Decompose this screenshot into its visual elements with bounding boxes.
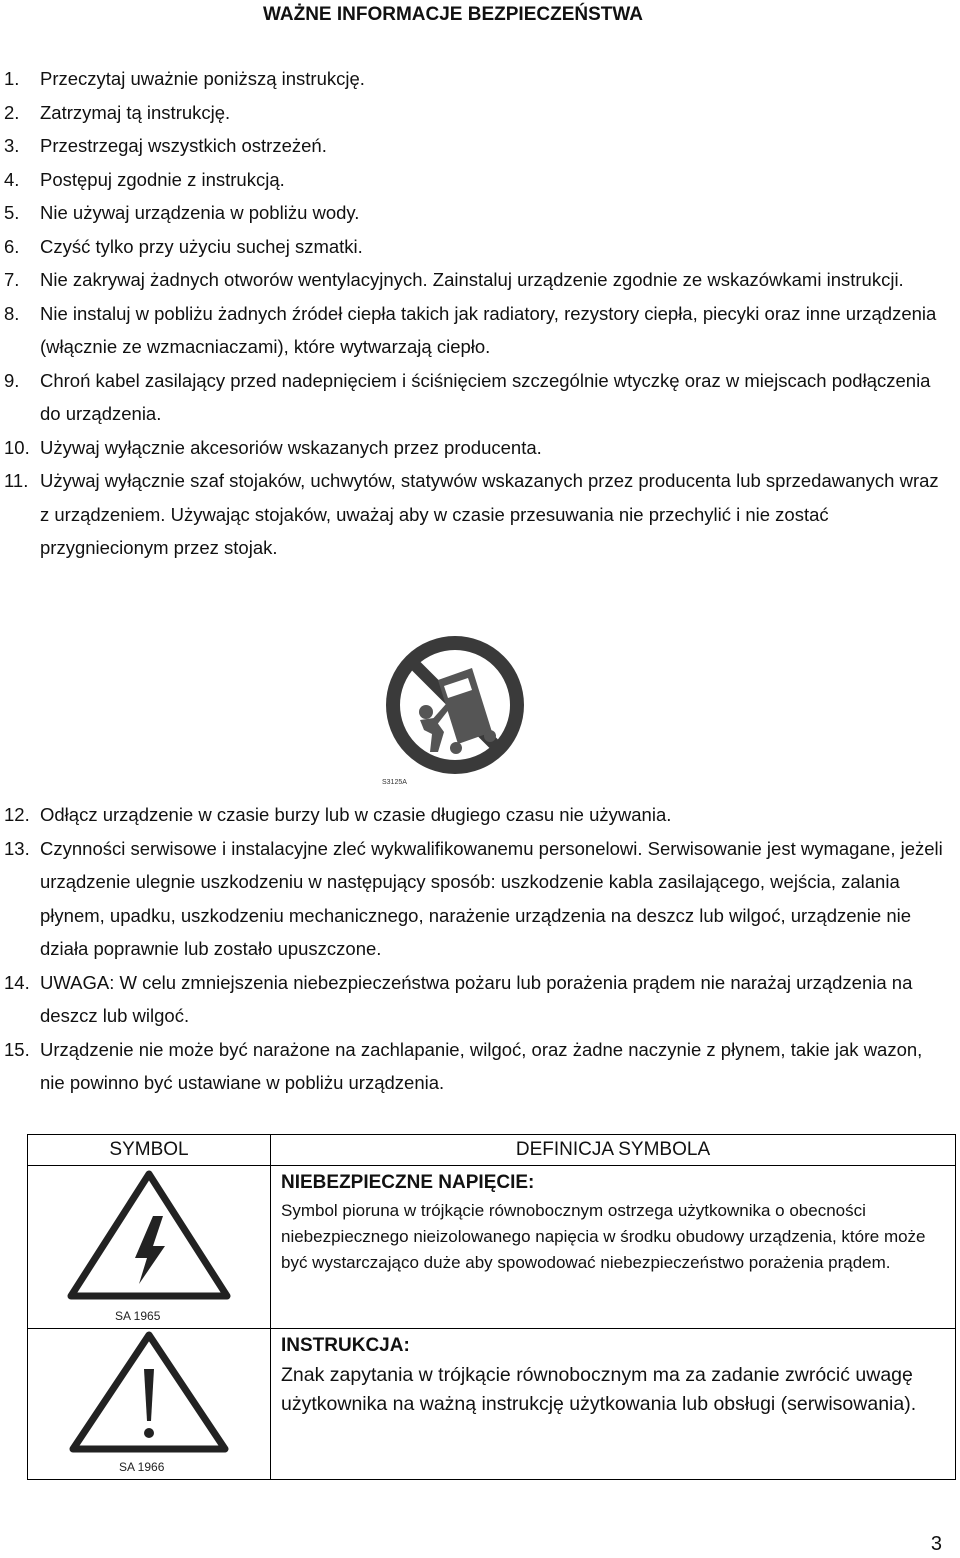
page-number: 3 [930,1533,942,1555]
item-text: Nie zakrywaj żadnych otworów wentylacyjnych. Zainstaluj urządzenie zgodnie ze wskazówkami instrukcji. [40,269,904,290]
definition-text: Znak zapytania w trójkącie równobocznym ma za zadanie zwrócić uwagę użytkownika na ważną instrukcję użytkowania lub obsługi (serwisowania). [281,1364,917,1415]
figure-code: S3125A [382,779,407,786]
table-row [28,1166,956,1329]
table-row [28,1329,956,1480]
symbol-cell [28,1329,271,1480]
page-title: WAŻNE INFORMACJE BEZPIECZEŃSTWA [262,4,643,25]
safety-list-b [0,798,950,1100]
item-text: Odłącz urządzenie w czasie burzy lub w czasie długiego czasu nie używania. [40,804,672,825]
item-text: Czyść tylko przy użyciu suchej szmatki. [40,235,363,257]
item-text: Używaj wyłącznie szaf stojaków, uchwytów, statywów wskazanych przez producenta lub sprzedawanych wraz z urządzeniem. Używając stojaków, uważaj aby w czasie przesuwania nie przechylić i nie zostać przygniecionym przez stojak. [40,470,939,558]
item-text: Nie instaluj w pobliżu żadnych źródeł ciepła takich jak radiatory, rezystory ciepła, piecyki oraz inne urządzenia (włącznie ze wzmacniaczami), które wytwarzają ciepło. [40,302,937,357]
item-number: 15. [4,1038,30,1060]
item-number: 3. [4,135,20,156]
item-number: 8. [4,302,20,324]
list-item [0,364,950,431]
list-item [0,297,950,364]
definition-heading: INSTRUKCJA: [281,1335,410,1356]
list-item [0,431,950,465]
item-number: 12. [4,804,30,825]
list-item [0,129,950,163]
item-number: 11. [4,470,29,491]
cart-tip-over-warning-icon [360,630,550,790]
lightning-triangle-icon [49,1166,249,1326]
symbol-cell [28,1166,271,1329]
list-item [0,832,950,966]
item-text: Zatrzymaj tą instrukcję. [40,101,231,123]
list-item [0,163,950,197]
symbol-table [27,1134,956,1480]
item-number: 6. [4,235,20,257]
item-text: Postępuj zgodnie z instrukcją. [40,168,285,190]
symbol-code: SA 1965 [115,1309,161,1323]
item-text: Czynności serwisowe i instalacyjne zleć wykwalifikowanemu personelowi. Serwisowanie jest wymagane, jeżeli urządzenie ulegnie uszkodzeniu w następujący sposób: uszkodzenie kabla zasilającego, wejścia, zalania płynem, upadku, uszkodzeniu mechanicznego, narażenie urządzenia na deszcz lub wilgoć, urządzenie nie działa poprawnie lub zostało upuszczone. [40,837,943,959]
list-item [0,96,950,130]
definition-cell [271,1166,956,1329]
item-number: 14. [4,971,30,993]
list-item [0,62,950,96]
item-number: 7. [4,269,20,290]
item-number: 2. [4,101,20,123]
item-number: 4. [4,168,20,190]
item-text: UWAGA: W celu zmniejszenia niebezpieczeństwa pożaru lub porażenia prądem nie narażaj urządzenia na deszcz lub wilgoć. [40,971,913,1026]
item-text: Urządzenie nie może być narażone na zachlapanie, wilgoć, oraz żadne naczynie z płynem, takie jak wazon, nie powinno być ustawiane w pobliżu urządzenia. [40,1038,923,1093]
list-item [0,230,950,264]
list-item [0,798,950,832]
item-number: 9. [4,369,20,391]
list-item [0,966,950,1033]
exclamation-triangle-icon [49,1329,249,1477]
item-text: Używaj wyłącznie akcesoriów wskazanych przez producenta. [40,436,542,458]
item-text: Nie używaj urządzenia w pobliżu wody. [40,202,360,223]
list-item [0,196,950,230]
item-number: 10. [4,436,30,458]
symbol-code: SA 1966 [119,1460,165,1474]
safety-list-a [0,62,950,565]
symbol-column-header: SYMBOL [28,1135,271,1166]
item-number: 1. [4,68,20,89]
item-text: Chroń kabel zasilający przed nadepnięciem i ściśnięciem szczególnie wtyczkę oraz w miejscach podłączenia do urządzenia. [40,369,931,424]
item-text: Przeczytaj uważnie poniższą instrukcję. [40,68,365,89]
definition-column-header: DEFINICJA SYMBOLA [271,1135,956,1166]
list-item [0,1033,950,1100]
definition-text: Symbol pioruna w trójkącie równobocznym ostrzega użytkownika o obecności niebezpiecznego nieizolowanego napięcia w środku obudowy urządzenia, które może być wystarczająco duże aby spowodować niebezpieczeństwo porażenia prądem. [281,1201,926,1272]
list-item [0,464,950,565]
definition-cell [271,1329,956,1480]
definition-heading: NIEBEZPIECZNE NAPIĘCIE: [281,1172,535,1193]
list-item [0,263,950,297]
item-number: 13. [4,837,30,859]
item-text: Przestrzegaj wszystkich ostrzeżeń. [40,135,327,156]
item-number: 5. [4,202,20,223]
